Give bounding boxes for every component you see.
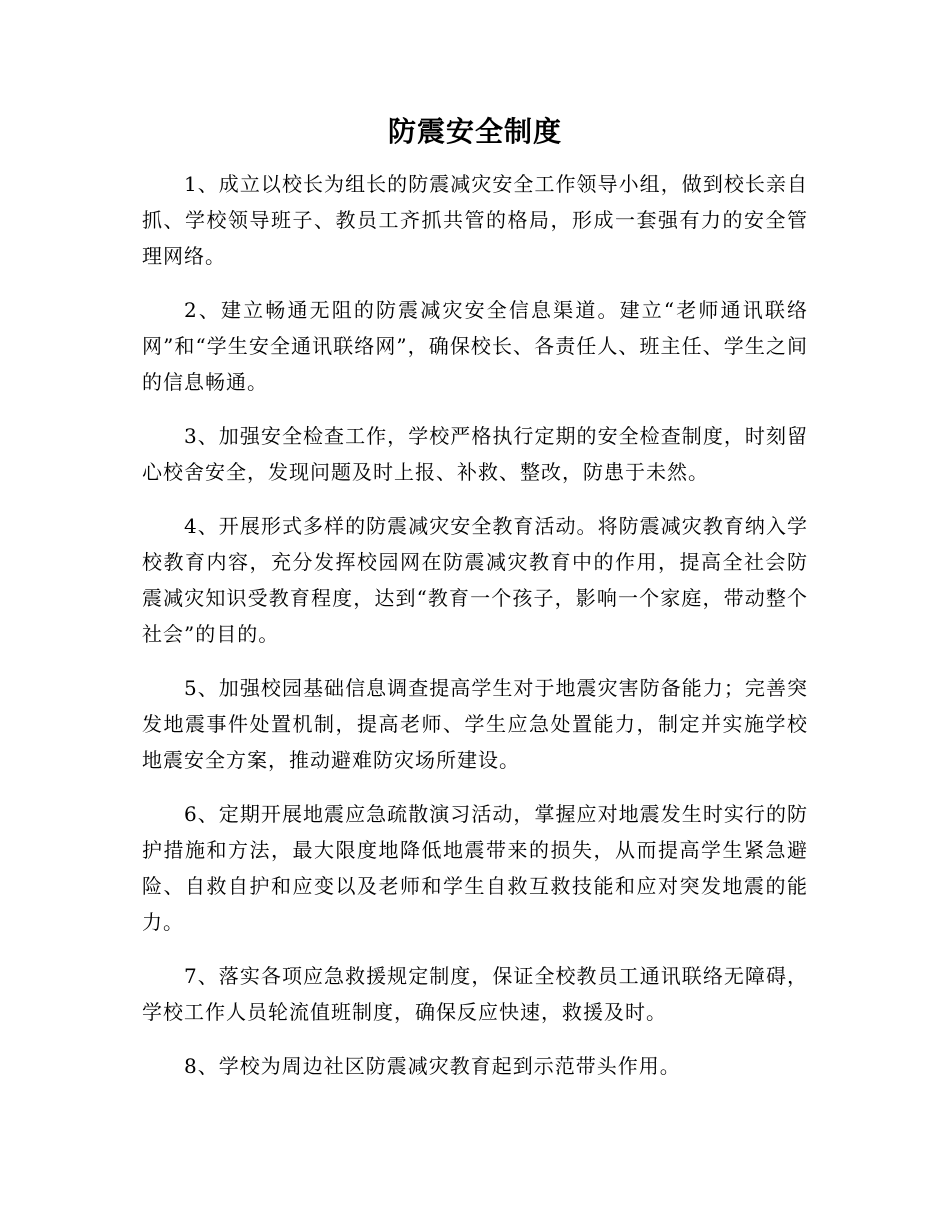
paragraph-5: 5、加强校园基础信息调查提高学生对于地震灾害防备能力；完善突发地震事件处置机制，提高老师、学生应急处置能力，制定并实施学校地震安全方案，推动避难防灾场所建设。	[142, 676, 808, 772]
paragraph-1: 1、成立以校长为组长的防震减灾安全工作领导小组，做到校长亲自抓、学校领导班子、教员工齐抓共管的格局，形成一套强有力的安全管理网络。	[142, 172, 808, 268]
paragraph-3: 3、加强安全检查工作，学校严格执行定期的安全检查制度，时刻留心校舍安全，发现问题及时上报、补救、整改，防患于未然。	[142, 424, 808, 484]
paragraph-8: 8、学校为周边社区防震减灾教育起到示范带头作用。	[184, 1054, 681, 1078]
document-title: 防震安全制度	[387, 115, 562, 148]
paragraph-6: 6、定期开展地震应急疏散演习活动，掌握应对地震发生时实行的防护措施和方法，最大限度地降低地震带来的损失，从而提高学生紧急避险、自救自护和应变以及老师和学生自救互救技能和应对突发地震的能力。	[142, 802, 808, 934]
document-body	[142, 166, 808, 1102]
paragraph-2: 2、建立畅通无阻的防震减灾安全信息渠道。建立“老师通讯联络网”和“学生安全通讯联络网”，确保校长、各责任人、班主任、学生之间的信息畅通。	[142, 298, 808, 394]
paragraph-4: 4、开展形式多样的防震减灾安全教育活动。将防震减灾教育纳入学校教育内容，充分发挥校园网在防震减灾教育中的作用，提高全社会防震减灾知识受教育程度，达到“教育一个孩子，影响一个家庭，带动整个社会”的目的。	[142, 514, 808, 646]
paragraph-7: 7、落实各项应急救援规定制度，保证全校教员工通讯联络无障碍，学校工作人员轮流值班制度，确保反应快速，救援及时。	[142, 964, 808, 1024]
